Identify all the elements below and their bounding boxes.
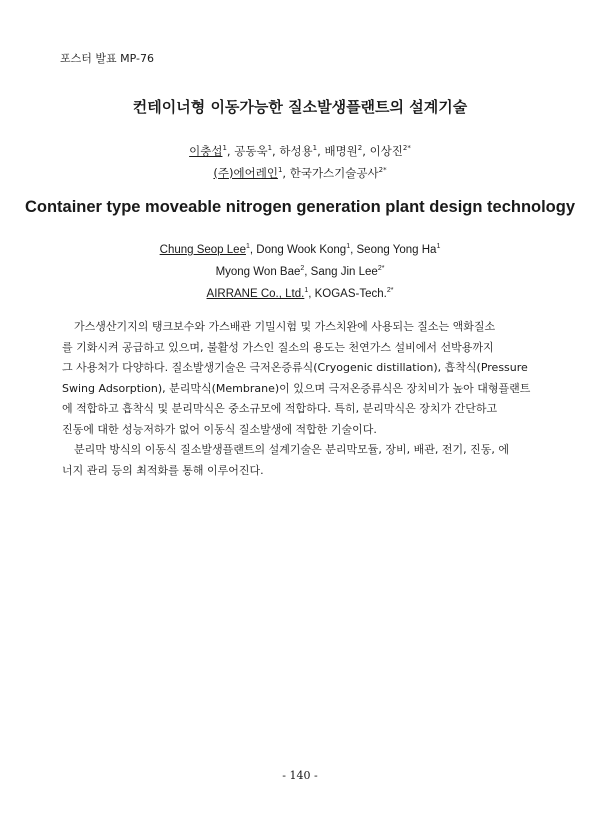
abstract-body [62,317,538,481]
abstract-paragraph-2 [62,440,538,481]
author-affiliation-mark: 2 [357,144,363,153]
author-name: 공동욱 [234,144,268,158]
author-affiliation-mark: 1 [312,144,318,153]
author-affiliation-mark: 1 [304,287,309,295]
author-name: 이충섭 [189,144,223,158]
authors-ko-line1: 이충섭$^1$, 공동욱$^1$, 하성용$^1$, 배명원$^2$, 이상진$^{2*}$ [189,144,411,158]
page-number: - 140 - [282,769,318,782]
author-affiliation-mark: 1 [346,243,351,251]
author-name: 이상진 [369,144,403,158]
author-name: 한국가스기술공사 [289,166,379,180]
author-affiliation-mark: 2* [386,287,394,295]
abstract-line: 분리막 방식의 이동식 질소발생플랜트의 설계기술은 분리막모듈, 장비, 배관, 전기, 진동, 에 [74,443,509,456]
abstract-line: 진동에 대한 성능저하가 없어 이동식 질소발생에 적합한 기술이다. [62,422,377,436]
abstract-paragraph-1 [62,317,538,440]
author-affiliation-mark: 1 [436,243,441,251]
author-affiliation-mark: 2* [377,265,385,273]
authors-korean [0,140,600,184]
author-name: AIRRANE Co., Ltd. [206,288,305,300]
author-affiliation-mark: 2* [402,144,411,153]
authors-english [0,239,600,305]
title-english: Container type moveable nitrogen generation plant design technology [24,198,576,216]
abstract-line: 에 적합하고 흡착식 및 분리막식은 중소규모에 적합하다. 특히, 분리막식은 장치가 간단하고 [62,402,498,415]
title-korean: 컨테이너형 이동가능한 질소발생플랜트의 설계기술 [132,98,468,116]
affiliations-ko-line: (주)에어레인$^1$, 한국가스기술공사$^{2*}$ [213,166,387,180]
author-affiliation-mark: 1 [245,243,250,251]
author-name: 배명원 [324,144,358,158]
author-name: Sang Jin Lee [310,266,378,278]
author-affiliation-mark: 1 [267,144,273,153]
abstract-line: Swing Adsorption), 분리막식(Membrane)이 있으며 극저온증류식은 장치비가 높아 대형플랜트 [62,381,531,395]
affiliations-en-line: AIRRANE Co., Ltd.$^1$, KOGAS-Tech.$^{2*}$ [206,287,394,300]
abstract-line: 그 사용처가 다양하다. 질소발생기술은 극저온증류식(Cryogenic distillation), 흡착식(Pressure [62,361,528,374]
author-affiliation-mark: 1 [222,144,227,153]
poster-session-label: 포스터 발표 MP-76 [60,52,154,65]
author-name: Dong Wook Kong [256,244,347,256]
authors-en-line2: Myong Won Bae$^2$, Sang Jin Lee$^{2*}$ [215,265,385,278]
author-name: (주)에어레인 [213,166,278,180]
author-name: 하성용 [279,144,313,158]
author-affiliation-mark: 2* [378,166,387,175]
authors-en-line1: Chung Seop Lee$^1$, Dong Wook Kong$^1$, Seong Yong Ha$^1$ [159,243,441,256]
author-name: KOGAS-Tech. [314,288,387,300]
author-affiliation-mark: 1 [277,166,283,175]
abstract-line: 가스생산기지의 탱크보수와 가스배관 기밀시험 및 가스치완에 사용되는 질소는 액화질소 [74,320,496,333]
author-name: Chung Seop Lee [159,244,246,256]
abstract-line: 를 기화시켜 공급하고 있으며, 불활성 가스인 질소의 용도는 천연가스 설비에서 선박용까지 [62,340,494,354]
author-name: Myong Won Bae [215,266,301,278]
author-name: Seong Yong Ha [356,244,437,256]
abstract-line: 너지 관리 등의 최적화를 통해 이루어진다. [62,463,264,477]
author-affiliation-mark: 2 [300,265,305,273]
